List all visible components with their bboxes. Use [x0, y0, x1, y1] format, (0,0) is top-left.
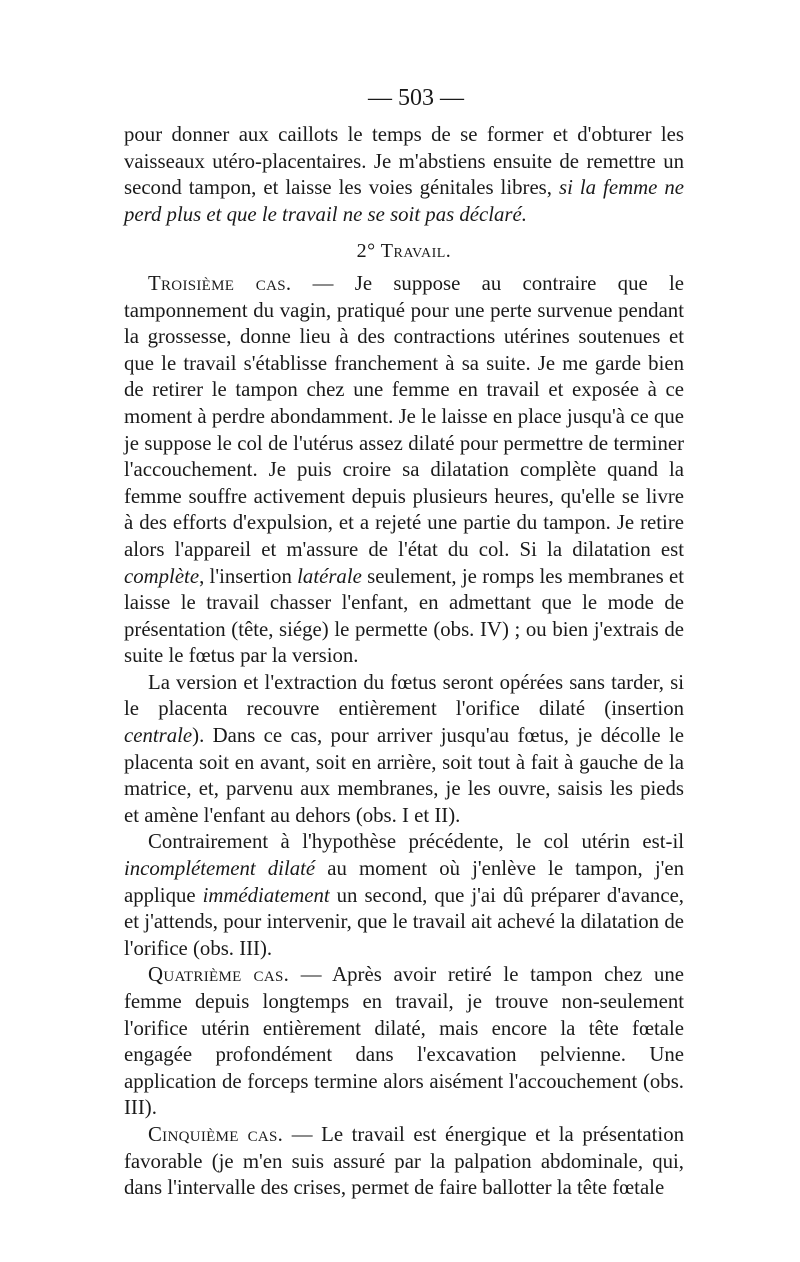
italic-segment: immédiatement [202, 883, 330, 907]
case-heading: Quatrième cas. [148, 963, 290, 987]
paragraph-fourth-case [124, 962, 684, 1122]
text-segment: Contrairement à l'hypothèse précédente, le col utérin est-il [148, 830, 684, 854]
text-segment: — Après avoir retiré le tampon chez une femme depuis longtemps en travail, je trouve non-seulement l'orifice utérin entièrement dilaté, mais encore la tête fœtale engagée profondément dans l'excavation pelvienne. Une application de forceps termine alors aisément l'accouchement (obs. III). [124, 963, 684, 1120]
book-page [124, 82, 684, 1202]
italic-segment: centrale [124, 724, 193, 748]
text-segment: — Je suppose au contraire que le tamponnement du vagin, pratiqué pour une perte survenue pendant la grossesse, donne lieu à des contractions utérines soutenues et que le travail s'établisse franchement à sa suite. Je me garde bien de retirer le tampon chez une femme en travail et exposée à ce moment à perdre abondamment. Je le laisse en place jusqu'à ce que je suppose le col de l'utérus assez dilaté pour permettre de terminer l'accouchement. Je puis croire sa dilatation complète quand la femme souffre activement depuis plusieurs heures, qu'elle se livre à des efforts d'expulsion, et a rejeté une partie du tampon. Je retire alors l'appareil et m'assure de l'état du col. Si la dilatation est [124, 271, 684, 561]
italic-segment: incomplétement dilaté [124, 857, 316, 881]
text-segment: seulement, je romps les membranes et laisse le travail chasser l'enfant, en admettant que le mode de présentation (tête, siége) le permette (obs. IV) ; ou bien j'extrais de suite le fœtus par la version. [124, 564, 684, 668]
case-heading: Cinquième cas. [148, 1122, 284, 1146]
text-segment: , l'insertion [199, 564, 298, 588]
italic-segment: complète [124, 564, 200, 588]
paragraph-fifth-case [124, 1122, 684, 1202]
text-segment: ). Dans ce cas, pour arriver jusqu'au fœtus, je décolle le placenta soit en avant, soit en arrière, soit tout à fait à gauche de la matrice, et, parvenu aux membranes, je les ouvre, saisis les pieds et amène l'enfant au dehors (obs. I et II). [124, 724, 684, 827]
text-segment: — Le travail est énergique et la présentation favorable (je m'en suis assuré par la palpation abdominale, qui, dans l'intervalle des crises, permet de faire ballotter la tête fœtale [124, 1122, 684, 1200]
paragraph-third-case [124, 271, 684, 670]
text-segment: pour donner aux caillots le temps de se former et d'obturer les vaisseaux utéro-placentaires. Je m'abstiens ensuite de remettre un second tampon, et laisse les voies génitales libres, [124, 123, 684, 200]
italic-segment: si la femme ne perd plus et que le travail ne se soit pas déclaré. [124, 176, 684, 226]
paragraph-intro [124, 122, 684, 228]
page-number: — 503 — [368, 85, 464, 111]
paragraph-version [124, 670, 684, 830]
paragraph-contrary [124, 829, 684, 962]
section-title: 2° Travail. [356, 240, 452, 263]
text-segment: La version et l'extraction du fœtus seront opérées sans tarder, si le placenta recouvre entièrement l'orifice dilaté (insertion [124, 670, 684, 721]
case-heading: Troisième cas. [148, 271, 292, 295]
italic-segment: latérale [297, 564, 362, 588]
text-segment: au moment où j'enlève le tampon, j'en applique [124, 857, 684, 907]
text-segment: un second, que j'ai dû préparer d'avance, et j'attends, pour intervenir, que le travail ait achevé la dilatation de l'orifice (obs. III). [124, 883, 684, 960]
